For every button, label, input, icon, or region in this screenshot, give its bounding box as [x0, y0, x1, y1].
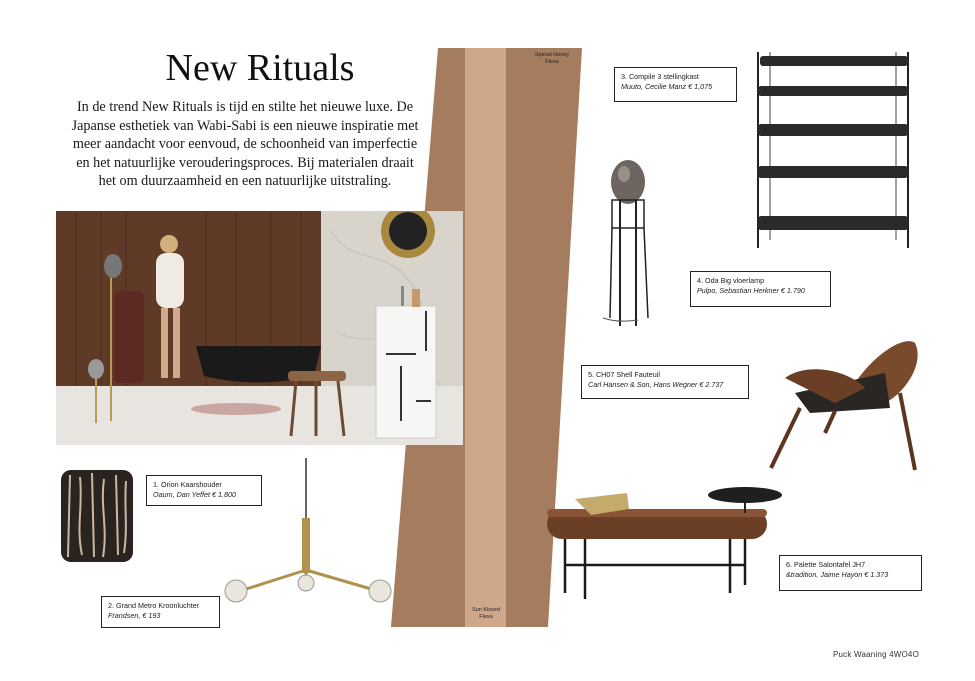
- compile-shelf-image: [752, 50, 914, 250]
- intro-text: In de trend New Rituals is tijd en stilte het nieuwe luxe. De Japanse esthetiek van Wabi-Sabi is een nieuwe inspiratie met meer aandacht voor eenvoud, de schoonheid van imperfectie en het natuurlijke verouderingsproces. Bij materialen draait het om duurzaamheid en een natuurlijke uitstraling.: [71, 99, 419, 189]
- product-info: Pulpo, Sebastian Herkner € 1.790: [697, 286, 805, 295]
- sun-kissed-swatch: [465, 48, 506, 627]
- product-name: 1. Orion Kaarshouder: [153, 480, 222, 489]
- product-name: 3. Compile 3 stellingkast: [621, 72, 699, 81]
- product-info: Frandsen, € 193: [108, 611, 161, 620]
- product-name: 5. CH07 Shell Fauteuil: [588, 370, 660, 379]
- product-info: Carl Hansen & Son, Hans Wegner € 2.737: [588, 380, 724, 389]
- product-name: 6. Palette Salontafel JH7: [786, 560, 866, 569]
- swatch-label-sun-kissed: Sun Kissed Flexa: [472, 607, 500, 620]
- product-info: Muuto, Cecilie Manz € 1,075: [621, 82, 713, 91]
- grand-metro-chandelier-image: [220, 458, 395, 608]
- product-name: 4. Oda Big vloerlamp: [697, 276, 765, 285]
- swatch-label-spiced-honey: Spiced Honey Flexa: [534, 52, 570, 65]
- product-info: Oaum, Dan Yeffet € 1.800: [153, 490, 236, 499]
- bathroom-photo: [56, 211, 463, 445]
- product-name: 2. Grand Metro Kroonluchter: [108, 601, 200, 610]
- page-title: New Rituals: [165, 47, 355, 89]
- orion-candle-holder-image: [58, 467, 140, 565]
- product-tag-grand-metro: [101, 596, 220, 628]
- ch07-shell-chair-image: [765, 333, 923, 473]
- palette-coffee-table-image: [545, 485, 785, 603]
- product-tag-ch07: [581, 365, 749, 399]
- oda-floor-lamp-image: [598, 158, 670, 326]
- product-info: &tradition, Jaime Hayon € 1.373: [786, 570, 889, 579]
- product-tag-compile: [614, 67, 737, 102]
- product-tag-palette: [779, 555, 922, 591]
- author-credit: Puck Waaning 4WO4O: [833, 650, 920, 659]
- product-tag-oda: [690, 271, 831, 307]
